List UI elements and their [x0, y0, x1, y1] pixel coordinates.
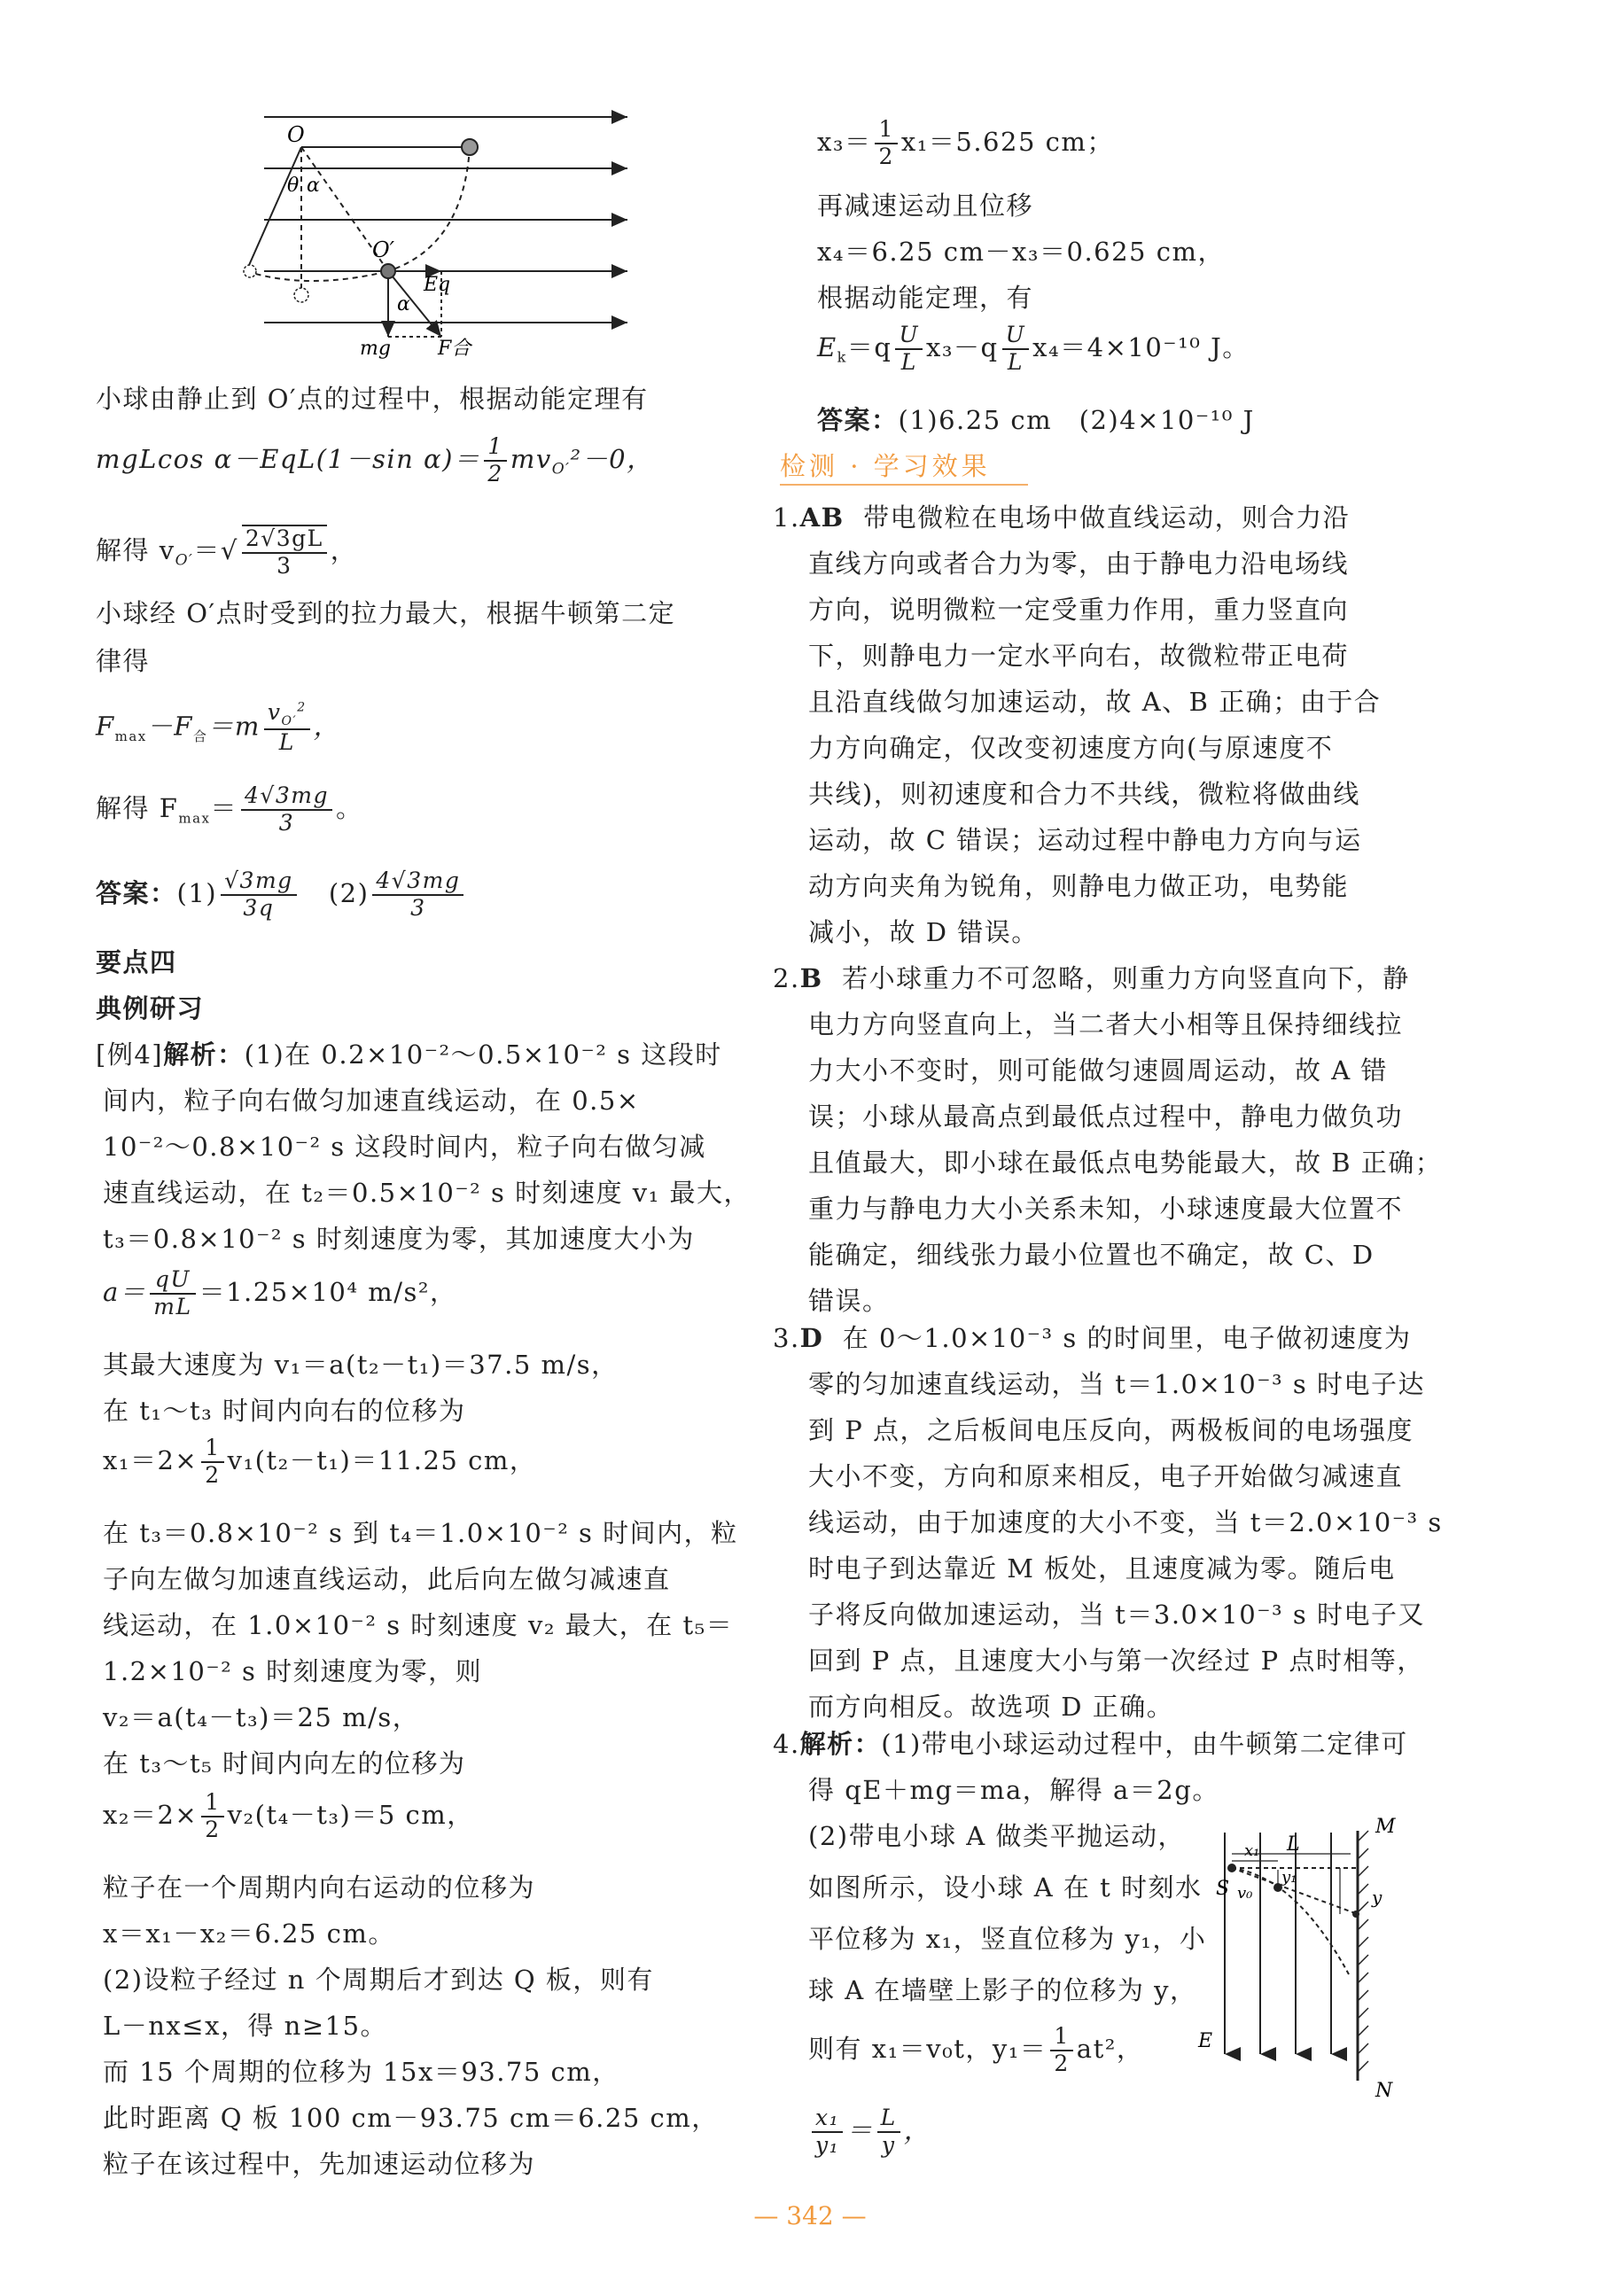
- label-y1: y₁: [1281, 1868, 1297, 1887]
- text-line: 此时距离 Q 板 100 cm－93.75 cm＝6.25 cm，: [103, 2103, 719, 2133]
- text-line: 间内，粒子向右做匀加速直线运动，在 0.5×: [103, 1086, 640, 1116]
- label-alpha: α: [307, 175, 320, 197]
- equation-ek: $E_k=q$ $\frac{U}{L}$ x₃－q $\frac{U}{L}$ x₄＝4×10⁻¹⁰ J。: [817, 322, 1250, 375]
- question-3: 3.D 在 0～1.0×10⁻³ s 的时间里，电子做初速度为: [773, 1323, 1412, 1353]
- answer-line: 答案：(1) $\frac{√3mg}{3q}$ (2) $\frac{4√3mg}{3}$: [96, 868, 467, 922]
- text-line: 且沿直线做匀加速运动，故 A、B 正确；由于合: [808, 687, 1382, 717]
- text-line: 到 P 点，之后板间电压反向，两极板间的电场强度: [808, 1415, 1414, 1445]
- text-line: (2)带电小球 A 做类平抛运动，: [808, 1821, 1185, 1851]
- equation-displacement: 则有 x₁＝v₀t，y₁＝ $\frac{1}{2}$ at²，: [808, 2023, 1144, 2076]
- label-S: S: [1216, 1878, 1230, 1900]
- text-line: 律得: [96, 646, 151, 676]
- text-line: 根据动能定理，有: [817, 283, 1034, 313]
- text-line: 零的匀加速直线运动，当 t＝1.0×10⁻³ s 时电子达: [808, 1369, 1425, 1399]
- text-line: 1.2×10⁻² s 时刻速度为零，则: [103, 1656, 483, 1686]
- text-line: 大小不变，方向和原来相反，电子开始做匀减速直: [808, 1461, 1404, 1491]
- text-line: 重力与静电力大小关系未知，小球速度最大位置不: [808, 1194, 1404, 1224]
- label-x1: x₁: [1244, 1841, 1260, 1860]
- pendulum-field-diagram: [255, 105, 645, 362]
- page-number: — 342 —: [753, 2201, 867, 2230]
- text-line: 在 t₃＝0.8×10⁻² s 到 t₄＝1.0×10⁻² s 时间内，粒: [103, 1518, 738, 1548]
- label-Eq: Eq: [424, 274, 451, 296]
- text-line: 减小，故 D 错误。: [808, 917, 1039, 947]
- text-line: 电力方向竖直向上，当二者大小相等且保持细线拉: [808, 1009, 1404, 1039]
- heading-example-study: 典例研习: [96, 993, 205, 1023]
- text-line: 力方向确定，仅改变初速度方向(与原速度不: [808, 733, 1334, 763]
- text-line: t₃＝0.8×10⁻² s 时刻速度为零，其加速度大小为: [103, 1224, 695, 1254]
- label-alpha-2: α: [397, 293, 410, 315]
- equation-fmax: 解得 $F_{max}=$ $\frac{4√3mg}{3}$ 。: [96, 782, 363, 836]
- text-line: x₄＝6.25 cm－x₃＝0.625 cm，: [817, 237, 1225, 267]
- label-M: M: [1375, 1816, 1396, 1838]
- equation-x1: x₁＝2× $\frac{1}{2}$ v₁(t₂－t₁)＝11.25 cm，: [103, 1435, 537, 1488]
- text-line: 且值最大，即小球在最低点电势能最大，故 B 正确；: [808, 1148, 1443, 1178]
- label-mg: mg: [360, 338, 391, 360]
- text-line: 时电子到达靠近 M 板处，且速度减为零。随后电: [808, 1553, 1396, 1584]
- text-line: 子向左做匀加速直线运动，此后向左做匀减速直: [103, 1564, 671, 1594]
- heading-key-point: 要点四: [96, 947, 177, 977]
- text-line: 能确定，细线张力最小位置也不确定，故 C、D: [808, 1240, 1375, 1270]
- text-line: 力大小不变时，则可能做匀速圆周运动，故 A 错: [808, 1055, 1388, 1086]
- text-line: 平位移为 x₁，竖直位移为 y₁，小: [808, 1924, 1207, 1954]
- text-line: 得 qE＋mg＝ma，解得 a＝2g。: [808, 1775, 1219, 1805]
- label-y: y: [1372, 1887, 1382, 1908]
- label-O-prime: O′: [372, 237, 395, 262]
- text-line: (2)设粒子经过 n 个周期后才到达 Q 板，则有: [103, 1965, 654, 1995]
- label-N: N: [1375, 2080, 1393, 2102]
- question-2: 2.B 若小球重力不可忽略，则重力方向竖直向下，静: [773, 963, 1410, 993]
- label-F: F合: [438, 338, 471, 360]
- label-v0: v₀: [1237, 1884, 1253, 1903]
- text-line: 回到 P 点，且速度大小与第一次经过 P 点时相等，: [808, 1646, 1424, 1676]
- equation-energy: mgLcos α－EqL(1－sin α)＝ $\frac{1}{2}$ $mv_{O'}^2-0$，: [96, 433, 654, 486]
- text-line: 方向，说明微粒一定受重力作用，重力竖直向: [808, 595, 1350, 625]
- label-E: E: [1198, 2030, 1213, 2052]
- text-line: 如图所示，设小球 A 在 t 时刻水: [808, 1872, 1203, 1903]
- text-line: 再减速运动且位移: [817, 191, 1034, 221]
- text-line: 速直线运动，在 t₂＝0.5×10⁻² s 时刻速度 v₁ 最大，: [103, 1178, 752, 1208]
- text-line: 线运动，在 1.0×10⁻² s 时刻速度 v₂ 最大，在 t₅＝: [103, 1610, 734, 1640]
- text-line: 线运动，由于加速度的大小不变，当 t＝2.0×10⁻³ s: [808, 1507, 1443, 1537]
- ball-low: [381, 264, 395, 278]
- text-line: 粒子在一个周期内向右运动的位移为: [103, 1872, 536, 1903]
- text-line: 球 A 在墙壁上影子的位移为 y，: [808, 1975, 1197, 2005]
- section-header: 检测 · 学习效果: [780, 451, 991, 481]
- text-line: v₂＝a(t₄－t₃)＝25 m/s，: [103, 1702, 420, 1732]
- text-line: 粒子在该过程中，先加速运动位移为: [103, 2149, 536, 2179]
- text-line: 下，则静电力一定水平向右，故微粒带正电荷: [808, 641, 1350, 671]
- section-underline: [780, 484, 1028, 486]
- text-line: 错误。: [808, 1286, 890, 1316]
- text-line: 共线)，则初速度和合力不共线，微粒将做曲线: [808, 779, 1360, 809]
- ball-start: [462, 139, 478, 155]
- text-line: 而方向相反。故选项 D 正确。: [808, 1692, 1174, 1722]
- label-L: L: [1287, 1833, 1300, 1856]
- text-line: L－nx≤x，得 n≥15。: [103, 2011, 388, 2041]
- text-line: 小球经 O′点时受到的拉力最大，根据牛顿第二定: [96, 598, 676, 628]
- label-O: O: [287, 122, 305, 147]
- text-line: 在 t₁～t₃ 时间内向右的位移为: [103, 1396, 466, 1426]
- shadow-dot: [1352, 1911, 1359, 1918]
- equation-velocity: 解得 $v_{O'}=√$ $\frac{2√3gL}{3}$ ，: [96, 525, 358, 579]
- question-1: 1.AB 带电微粒在电场中做直线运动，则合力沿: [773, 502, 1351, 533]
- text-line: 动方向夹角为锐角，则静电力做正功，电势能: [808, 871, 1350, 901]
- label-theta: θ: [287, 175, 300, 197]
- text-line: 而 15 个周期的位移为 15x＝93.75 cm，: [103, 2057, 619, 2087]
- text-line: 在 t₃～t₅ 时间内向左的位移为: [103, 1748, 466, 1778]
- text-line: x＝x₁－x₂＝6.25 cm。: [103, 1919, 395, 1949]
- text-line: 运动，故 C 错误；运动过程中静电力方向与运: [808, 825, 1362, 855]
- equation-ratio: $\frac{\text{x₁}}{\text{y₁}}$ ＝ $\frac{L}{y}$ ，: [808, 2105, 931, 2159]
- equation-x2: x₂＝2× $\frac{1}{2}$ v₂(t₄－t₃)＝5 cm，: [103, 1789, 474, 1842]
- equation-x3: x₃＝ $\frac{1}{2}$ x₁＝5.625 cm；: [817, 116, 1114, 169]
- text-line: 子将反向做加速运动，当 t＝3.0×10⁻³ s 时电子又: [808, 1599, 1425, 1630]
- question-4: 4.解析：(1)带电小球运动过程中，由牛顿第二定律可: [773, 1729, 1408, 1759]
- text-line: 其最大速度为 v₁＝a(t₂－t₁)＝37.5 m/s，: [103, 1350, 619, 1380]
- text-line: 10⁻²～0.8×10⁻² s 这段时间内，粒子向右做匀减: [103, 1132, 706, 1162]
- text-line: 误；小球从最高点到最低点过程中，静电力做负功: [808, 1101, 1404, 1132]
- equation-newton: $F_{max}-F_合=m$ $\frac{v_{O'}^2}{L}$ ，: [96, 699, 341, 756]
- shadow-wall-diagram: [1198, 1815, 1420, 2102]
- example-line: [例4]解析：(1)在 0.2×10⁻²～0.5×10⁻² s 这段时: [96, 1039, 722, 1070]
- text-line: 小球由静止到 O′点的过程中，根据动能定理有: [96, 384, 649, 414]
- answer-line: 答案：(1)6.25 cm (2)4×10⁻¹⁰ J: [817, 405, 1255, 435]
- ball-A-start: [1227, 1864, 1236, 1872]
- equation-accel: a＝ $\frac{qU}{mL}$ ＝1.25×10⁴ m/s²，: [103, 1266, 457, 1319]
- text-line: 直线方向或者合力为零，由于静电力沿电场线: [808, 549, 1350, 579]
